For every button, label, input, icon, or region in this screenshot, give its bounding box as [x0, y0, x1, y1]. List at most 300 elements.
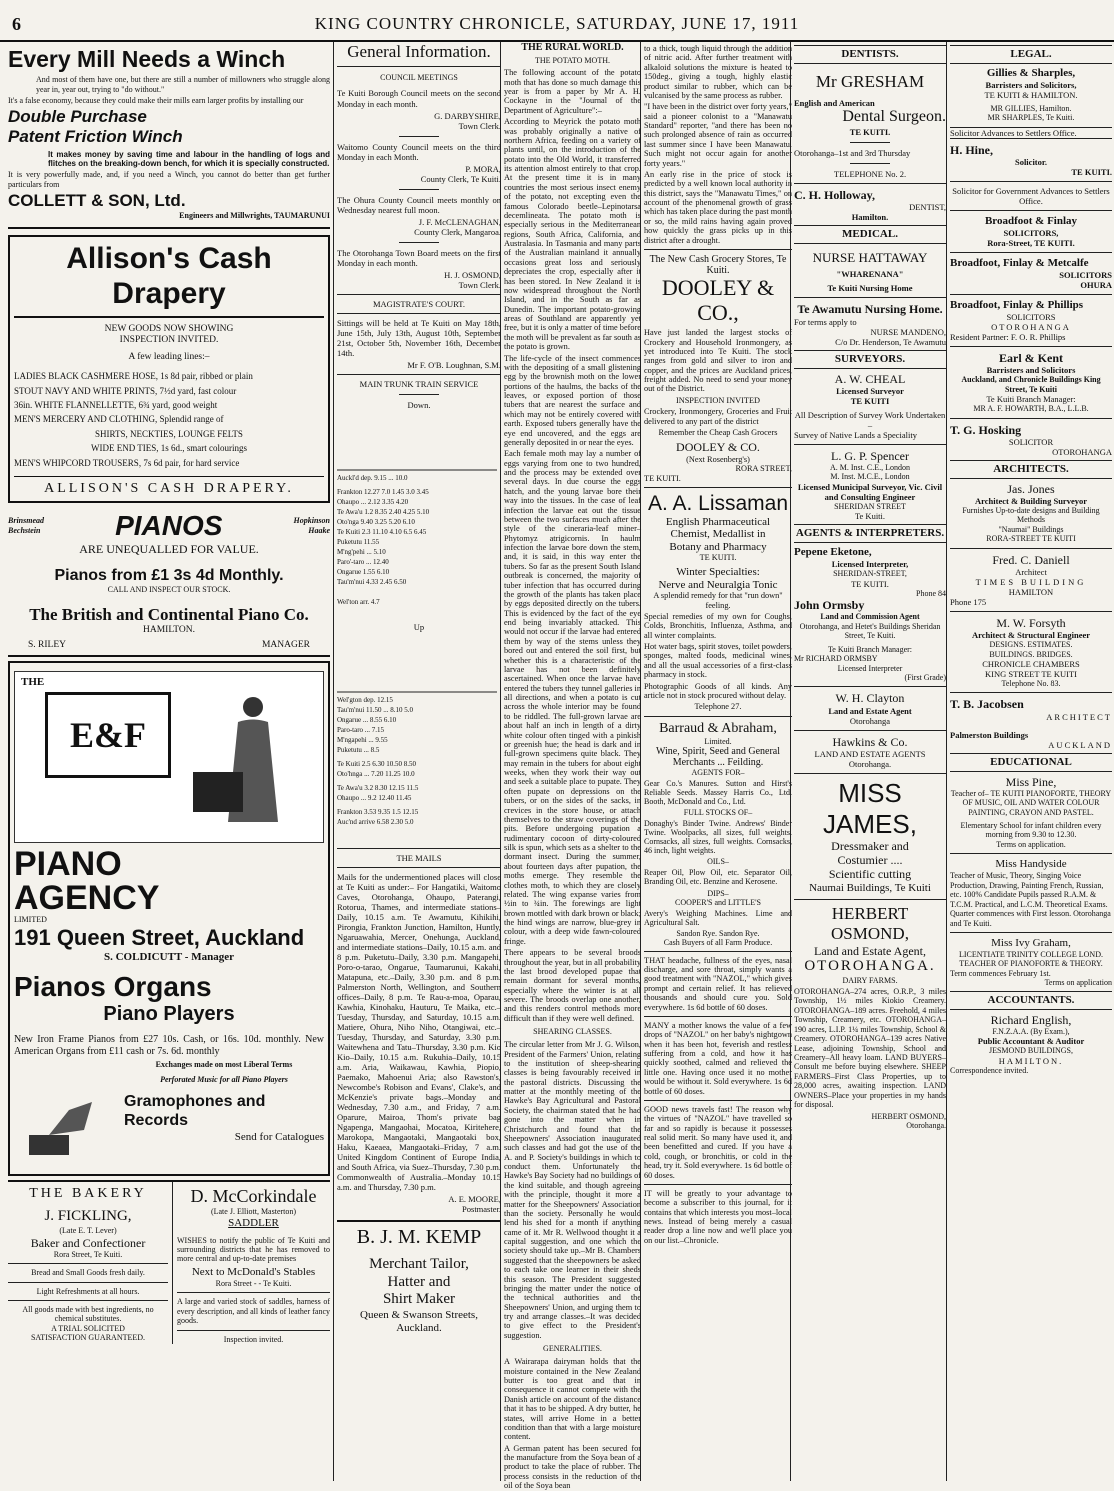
forsyth-bb: BUILDINGS. BRIDGES.	[989, 649, 1073, 659]
daniell-arch: Architect	[1015, 566, 1047, 577]
rural-p1: The following account of the potato moth that has done so much damage this year is from a paper by Mr A. H. Cockayne in the "Journal of the Department of Agriculture":–	[504, 68, 641, 115]
lissaman-photo: Photographic Goods of all kinds. Any article not in stock procured without delay.	[644, 681, 792, 700]
holloway-dentist: DENTIST,	[909, 202, 946, 213]
svg-text:Ongarue ... 8.55 6.10: Ongarue ... 8.55 6.10	[337, 715, 397, 724]
bakery-ad	[8, 1182, 173, 1344]
cheal-ls: Licensed Surveyor	[836, 385, 904, 396]
barraud-ol: Reaper Oil, Plow Oil, etc. Separator Oil, Branding Oil, etc. Benzine and Kerosene.	[644, 868, 792, 887]
rural-p2: According to Meyrick the potato moth was probably originally a native of northern Africa, feeding on a variety of plants until, on the introduction of the potato into the Old World, it transferred its attention almost entirely to that crop. At the present time it is in many countries the most serious insect enemy of the potato, not excepting even the famous Colorado beetle–Lepinotarsa decemlineata. The potato moth is especially serious in the Mediterranean regions, South Africa, California, and Australasia. In Tasmania and many parts of the Australian mainland it annually occasions great loss and seriously depreciates the crop, especially after it has been stored. In New Zealand it is now widespread throughout the North Island, and in the South as far as Dunedin. The important potato-growing areas of Southland are apparently yet free, but it is only a matter of time before the moth will be prevalent as far south as the potato is grown.	[504, 117, 641, 352]
ormsby-richard: Mr RICHARD ORMSBY	[794, 654, 878, 664]
ek-bas: Barristers and Solicitors	[986, 365, 1076, 376]
subscribe-ad: IT will be greatly to your advantage to become a subscriber to this journal, for it contains that which interests you most–local news. Instead of being merely a casual reader drop a line now and we'll place you on our list.–Chronicle.	[644, 1188, 792, 1245]
lissaman-tekuiti: TE KUITI.	[699, 552, 737, 562]
allison-ad	[8, 235, 330, 504]
bakery-name: J. FICKLING,	[44, 1208, 132, 1225]
awamutu-nursing: Te Awamutu Nursing Home.	[797, 302, 943, 317]
lissaman-tel: Telephone 27.	[694, 702, 742, 712]
lissaman-winter: Winter Specialties:	[676, 566, 760, 579]
mccork-text-1: WISHES to notify the public of Te Kuiti and surrounding districts that he has removed to more central and up-to-date premises	[177, 1235, 330, 1264]
awamutu-nurse: NURSE MANDENO,	[870, 326, 946, 337]
gresham-ds: Dental Surgeon.	[842, 108, 946, 126]
spencer-tekuiti: Te Kuiti.	[854, 511, 886, 522]
handyside-text: Teacher of Music, Theory, Singing Voice Production, Drawing, Painting French, Russian, etc. 100% Candidate Pupils passed R.A.M. & T.C.M. Practical, and L.C.M. Theoretical Exams. Quarter commences with First lesson. Otorohanga and Te Kuiti.	[950, 871, 1111, 928]
council-meetings-head: COUNCIL MEETINGS	[380, 73, 458, 83]
rural-p8: A German patent has been secured for the manufacture from the Soya bean of a product to take the place of rubber. The process consists in the reduction of the oil of the Soya bean	[504, 1443, 641, 1491]
pepene-name: Pepene Eketone,	[794, 546, 872, 559]
bakery-addr: Rora Street, Te Kuiti.	[53, 1249, 123, 1259]
barraud-name: Barraud & Abraham,	[659, 720, 777, 736]
gresham-tel: TELEPHONE No. 2.	[833, 168, 907, 179]
brand-haake: Haake	[308, 525, 330, 535]
kemp-l1: Merchant Tailor,	[369, 1256, 469, 1273]
masthead	[0, 0, 1114, 42]
hine-gov: Solicitor for Government Advances to Settlers Office.	[952, 186, 1110, 207]
allison-footer: ALLISON'S CASH DRAPERY.	[14, 476, 324, 498]
spencer-name: L. G. P. Spencer	[831, 448, 909, 463]
osmond-farms: OTOROHANGA–274 acres, O.R.P., 3 miles Township, 1½ miles Kiokio Creamery. OTOROHANGA–189 acres. Freehold, 4 miles Township, Creamery, etc. OTOROHANGA–190 acres, L.I.P. 1¼ miles Township, School & Creamery. OTOROHANGA–139 acres Native Lease, adjoining Township, School and Creamery–All heavy loam. LAND BUYERS–Consult me before buying elsewhere. SHEEP FARMERS–First Class Properties, up to 28,000 acres, awaiting inspection. LAND OWNERS–Place your properties in my hands for disposal.	[794, 986, 946, 1110]
architects-head: ARCHITECTS.	[950, 460, 1112, 479]
agency-catalogues: Send for Catalogues	[234, 1130, 324, 1143]
ek-name: Earl & Kent	[999, 351, 1063, 366]
ormsby-li: Licensed Interpreter	[837, 663, 903, 673]
gresham-tekuiti: TE KUITI.	[849, 126, 891, 137]
dooley-next: (Next Rosenberg's)	[686, 454, 750, 464]
nurse-wharenana: "WHARENANA"	[836, 269, 904, 280]
gresham-oto: Otorohanga–1st and 3rd Thursday	[794, 147, 911, 158]
english-name: Richard English,	[990, 1012, 1072, 1027]
pianos-call: CALL AND INSPECT OUR STOCK.	[107, 585, 231, 595]
mccork-next: Next to McDonald's Stables	[191, 1265, 316, 1278]
column-4	[640, 42, 792, 1481]
agency-piano: PIANO	[14, 845, 122, 884]
osmond-dairy: DAIRY FARMS.	[842, 975, 898, 985]
svg-text:Ongarue 1.55 6.10: Ongarue 1.55 6.10	[337, 567, 390, 576]
ivy-terms: Terms on application	[1044, 978, 1112, 988]
svg-text:Auc'nd arrive 6.58 2.30 5.0: Auc'nd arrive 6.58 2.30 5.0	[337, 817, 414, 826]
english-pa: Public Accountant & Auditor	[977, 1036, 1085, 1047]
holloway-name: C. H. Holloway,	[794, 187, 876, 202]
gillies-tkh: TE KUITI & HAMILTON.	[984, 89, 1078, 100]
column-6	[946, 42, 1112, 1481]
jacobsen-pb: Palmerston Buildings	[950, 729, 1029, 740]
gillies-bs: Barristers and Solicitors,	[985, 79, 1077, 90]
agency-manager: S. COLDICUTT - Manager	[104, 950, 234, 963]
nazol-2: MANY a mother knows the value of a few drops of "NAZOL" on her baby's nightgown when it has been hot, feverish and restless suffering from a cold, and how it has quickly soothed, calmed and relieved the little one. Having once used it no mother would be without it. Sold everywhere. 1s 6d bottle of 60 doses.	[644, 1020, 792, 1096]
daniell-times: TIMES BUILDING	[975, 576, 1087, 587]
svg-text:Oto'nga 9.40 3.25 5.20 6.10: Oto'nga 9.40 3.25 5.20 6.10	[337, 517, 415, 526]
bfp-partner: Resident Partner: F. O. R. Phillips	[950, 332, 1066, 343]
kemp-l2: Hatter and	[387, 1273, 451, 1290]
pine-terms: Terms on application.	[996, 839, 1066, 849]
jones-name: Jas. Jones	[1007, 481, 1055, 496]
pianos-firm: The British and Continental Piano Co.	[29, 604, 309, 624]
hosking-oto: OTOROHANGA	[1052, 446, 1112, 457]
gresham-ea: English and American	[794, 98, 875, 109]
holloway-hamilton: Hamilton.	[851, 212, 889, 223]
kemp-ad	[337, 1220, 501, 1335]
grocery-head: The New Cash Grocery Stores, Te Kuiti.	[649, 253, 787, 277]
svg-text:Tau'm'nui 4.33 2.45 6.50: Tau'm'nui 4.33 2.45 6.50	[337, 577, 407, 586]
bottom-ads-row	[8, 1180, 330, 1344]
train-table-up	[337, 632, 497, 842]
agency-address: 191 Queen Street, Auckland	[14, 924, 305, 950]
jones-rs: RORA-STREET TE KUITI	[986, 534, 1076, 544]
page-title: KING COUNTRY CHRONICLE, SATURDAY, JUNE 17, 1911	[314, 14, 800, 33]
cheal-desc: All Description of Survey Work Undertaken –	[794, 409, 946, 430]
c4-p3: An early rise in the price of stock is predicted by a well known local authority in this district, says the "Manawatu Times," on account of the phenomenal growth of grass which has taken place during the past month or so, the mild rains having again proved how quickly the grass picks up in this district after a drought.	[644, 169, 792, 245]
svg-text:Te Kuiti 2.5 6.30 10.50 8.50: Te Kuiti 2.5 6.30 10.50 8.50	[337, 759, 417, 768]
osmond-otorohanga: Otorohanga.	[906, 1121, 946, 1131]
mccork-late: (Late J. Elliott, Masterton)	[210, 1207, 297, 1217]
train-down: Down.	[407, 399, 431, 410]
james-sci: Scientific cutting	[828, 867, 912, 882]
winch-sub-1: Double Purchase	[8, 107, 147, 127]
osmond-name: HERBERT OSMOND,	[831, 903, 909, 943]
svg-text:Te Awa'u 3.2 8.30 12.15 11.5: Te Awa'u 3.2 8.30 12.15 11.5	[337, 783, 419, 792]
svg-text:Puketutu 11.55: Puketutu 11.55	[337, 537, 380, 546]
agency-pianos-organs: Pianos Organs	[14, 970, 212, 1002]
bfm-sols: SOLICITORS	[1059, 270, 1112, 281]
barraud-agents: AGENTS FOR–	[691, 768, 745, 778]
svg-text:Frankton 12.27 7.0 1.45 3.0 3.: Frankton 12.27 7.0 1.45 3.0 3.45	[337, 487, 429, 496]
forsyth-ks: KING STREET TE KUITI	[985, 668, 1077, 679]
lissaman-name: A. A. Lissaman	[647, 491, 789, 515]
barraud-oils: OILS–	[707, 857, 729, 867]
james-naumai: Naumai Buildings, Te Kuiti	[809, 881, 931, 894]
agency-agency: AGENCY	[14, 879, 160, 918]
gi-sig-1-title: Town Clerk.	[458, 120, 501, 131]
agency-music: Perforated Music for all Piano Players	[160, 1075, 288, 1085]
pianist-figure-icon	[193, 682, 303, 832]
gi-text-2: Waitomo County Council meets on the third Monday in each Month.	[337, 141, 501, 162]
svg-text:Tau'm'nui 11.50 ... 8.10 5.0: Tau'm'nui 11.50 ... 8.10 5.0	[337, 705, 414, 714]
gi-text-5: Sittings will be held at Te Kuiti on May 18th, June 15th, July 13th, August 10th, September 21st, October 5th, November 16th, December 14th.	[337, 317, 501, 358]
kemp-l3: Shirt Maker	[382, 1291, 456, 1308]
gi-sig-2: P. MORA,	[465, 163, 501, 174]
english-fnz: F.N.Z.A.A. (By Exam.),	[992, 1026, 1070, 1036]
educational-head: EDUCATIONAL	[950, 753, 1112, 772]
nazol-3: GOOD news travels fast! The reason why the virtues of "NAZOL" have travelled so far and so rapidly is because it possesses real solid merit. So many have used it, and been benefitted and cured. If you have a cold, cough, or bronchitis, or cold in the head, try it. Sold everywhere. 1s 6d bottle of 60 doses.	[644, 1104, 792, 1180]
ivy-teacher: TEACHER OF PIANOFORTE & THEORY.	[959, 959, 1103, 969]
winch-headline: Every Mill Needs a Winch	[8, 46, 286, 72]
english-ham: HAMILTON.	[998, 1055, 1064, 1066]
gillies-ms: MR SHARPLES, Te Kuiti.	[987, 113, 1075, 123]
hawkins-name: Hawkins & Co.	[832, 734, 908, 749]
svg-text:Te Kuiti 2.3 11.10 4.10 6.5 6.: Te Kuiti 2.3 11.10 4.10 6.5 6.45	[337, 527, 427, 536]
hine-name: H. Hine,	[950, 142, 994, 157]
agency-piano-players: Piano Players	[103, 1002, 235, 1025]
gillies-mg: MR GILLIES, Hamilton.	[990, 103, 1072, 113]
agency-exchanges: Exchanges made on most Liberal Terms	[155, 1059, 293, 1069]
winch-text-2: It's a false economy, because they could make their mills earn larger profits by installing our	[8, 96, 304, 105]
gi-sig-4: H. J. OSMOND,	[444, 269, 501, 280]
svg-text:Ohaupo ... 2.12 3.35 4.20: Ohaupo ... 2.12 3.35 4.20	[337, 497, 409, 506]
rural-sub: THE POTATO MOTH.	[535, 56, 610, 66]
bf-name: Broadfoot & Finlay	[984, 215, 1078, 228]
dooley-rora: RORA STREET,	[735, 464, 792, 474]
legal-head: LEGAL.	[950, 45, 1112, 64]
pianos-monthly: Pianos from £1 3s 4d Monthly.	[54, 566, 284, 584]
column-2	[333, 42, 501, 1481]
bakery-ingredients: All goods made with best ingredients, no chemical substitutes.	[22, 1305, 154, 1324]
gillies-sol: Solicitor Advances to Settlers Office.	[950, 127, 1112, 139]
allison-l3: A few leading lines:–	[128, 351, 210, 362]
list-item: MEN'S MERCERY AND CLOTHING, Splendid range of	[14, 414, 224, 425]
barraud-ag: Gear Co.'s Manures. Sutton and Hirst's Reliable Seeds. Massey Harris Co., Ltd. Booth, McDonald and Co., Ltd.	[644, 779, 792, 807]
ormsby-grade: (First Grade)	[904, 673, 946, 683]
svg-text:Wel'ton arr. 4.7: Wel'ton arr. 4.7	[337, 597, 380, 606]
cheal-native: Survey of Native Lands a Speciality	[794, 429, 917, 440]
mccork-text-2: A large and varied stock of saddles, harness of every description, and all kinds of leather fancy goods.	[177, 1297, 330, 1326]
hine-tekuiti: TE KUITI.	[1071, 167, 1112, 178]
winch-sub-2: Patent Friction Winch	[8, 127, 183, 147]
james-cost: Costumier ....	[837, 853, 903, 868]
winch-text-4: It is very powerfully made, and, if you need a Winch, you cannot do better than get further particulars from	[8, 170, 330, 189]
gi-sig-3-title: County Clerk, Mangaroa.	[414, 226, 501, 237]
dooley-name: DOOLEY & CO.,	[661, 275, 775, 326]
list-item: SHIRTS, NECKTIES, LOUNGE FELTS	[95, 428, 243, 439]
barraud-wine: Wine, Spirit, Seed and General Merchants ... Feilding.	[655, 745, 780, 768]
nurse-name: NURSE HATTAWAY	[812, 250, 928, 266]
jones-naumai: "Naumai" Buildings	[998, 524, 1064, 534]
bf-rora: Rora-Street, TE KUITI.	[987, 238, 1075, 249]
pianos-town: HAMILTON.	[143, 624, 195, 635]
dooley-tekuiti: TE KUITI.	[644, 473, 681, 483]
bakery-head: THE BAKERY	[29, 1185, 147, 1201]
spencer-sheridan: SHERIDAN STREET	[834, 501, 906, 511]
svg-text:Oto'hnga ... 7.20 11.25 10.0: Oto'hnga ... 7.20 11.25 10.0	[337, 769, 415, 778]
gi-sig-5: Mr F. O'B. Loughnan, S.M.	[407, 359, 501, 370]
clayton-oto: Otorohanga	[849, 715, 891, 726]
gresham-name: Mr GRESHAM	[815, 71, 925, 91]
hine-solicitor: Solicitor.	[1014, 157, 1048, 168]
english-ci: Correspondence invited.	[950, 1065, 1029, 1075]
column-1	[8, 42, 330, 1481]
dooley-insp: INSPECTION INVITED	[675, 395, 761, 405]
mails-text: Mails for the undermentioned places will close at Te Kuiti as under:– For Hangatiki, Waitomo Caves, Otorohanga, Ohaupo, Paterangi, Rotorua, Thames, and intermediate stations–Daily, 10.15 a.m. Te Awamutu, Kihikihi, Pirongia, Frankton Junction, Hamilton, Huntly, Ngaruawahia, Mercer, Onehunga, Auckland, and intermediate stations–Daily, 10.15 a.m. and 8 p.m. Puketutu–Daily, 3.30 p.m. Mangapehi, Poro-o-tarao, Ongarue, Taumarunui, Kakahi, Matapuna, etc.–Daily, 3.30 p.m. and 8 p.m. Palmerston North, Wellington, and Southern offices–Daily, 8 p.m. Te Rau-a-moa, Oparau, Kawhia, Kinohaku, Hauturu, Te Maika, etc.–Tuesday, Thursday, and Saturday, 10.15 a.m. Matiere, Ohura, Niho Niho, Otangiwai, etc.–Tuesday, Thursday, and Saturday, 3.30 p.m. Waitewhena and Tatu–Thursday, 3.30 p.m. Kio Kio–Daily, 10.15 a.m. Rukuhia–Daily, 10.15 a.m. Aria, Waikawau, Kawhia, Piopio, Paemako, Mahoenui Aria; also Rawston's, Newcombe's Robison and Evans', Clake's, and McKenzie's private bags.–Monday and Wednesday, 7.30 a.m., and Friday, 7 a.m. Oparure, Mairoa, Thom's private bag Ngapenga, Mangaohai, Mocatoa, Kiritehere, Marokopa, Mangaotaki, Mangaotaki box, Haku, Kaeaea, Mangaotaki–Friday, 7 a.m. United Kingdom Continent of Europe India, and South Africa, via Suez–Thursday, 7.30 p.m. Commonwealth of Australia.–Monday 10.15 a.m. and Thursday, 7.30 p.m.	[337, 871, 501, 1193]
piano-agency-illustration	[14, 671, 324, 843]
mails-head: THE MAILS	[396, 852, 442, 863]
nazol-1: THAT headache, fullness of the eyes, nasal discharge, and sore throat, simply wants a good treatment with "NAZOL," which gives prompt and certain relief. It has relieved thousands and should cure you. Sold everywhere. 1s 6d bottle of 60 doses.	[644, 955, 792, 1012]
list-item: STOUT NAVY AND WHITE PRINTS, 7½d yard, fast colour	[14, 385, 237, 396]
forsyth-name: M. W. Forsyth	[996, 615, 1066, 630]
column-3	[500, 42, 641, 1491]
barraud-ltd: Limited.	[704, 736, 732, 746]
osmond-oto: OTOROHANGA.	[804, 957, 936, 974]
hawkins-oto: Otorohanga.	[848, 758, 892, 769]
rural-head: THE RURAL WORLD.	[521, 42, 624, 53]
lissaman-remedy: A splendid remedy for that "run down" feeling.	[653, 591, 783, 610]
gi-text-1: Te Kuiti Borough Council meets on the second Monday in each month.	[337, 88, 501, 109]
english-jb: JESMOND BUILDINGS,	[988, 1046, 1073, 1056]
ek-howarth: MR A. F. HOWARTH, B.A., L.L.B.	[973, 404, 1089, 414]
lissaman-hot: Hot water bags, spirit stoves, toilet powders, sponges, malted foods, medicinal wines, and all the usual accessories of a first-class pharmacy in stock.	[644, 642, 792, 680]
kemp-l4: Queen & Swanson Streets,	[360, 1309, 478, 1322]
winch-ad	[8, 42, 330, 229]
pepene-street: SHERIDAN-STREET,	[833, 569, 907, 579]
svg-text:Frankton 3.53 9.35 1.5 12.15: Frankton 3.53 9.35 1.5 12.15	[337, 807, 419, 816]
awamutu-co: C/o Dr. Henderson, Te Awamutu	[835, 336, 946, 347]
shearing-head: SHEARING CLASSES.	[533, 1027, 612, 1037]
rural-p7: A Wairarapa dairyman holds that the moisture contained in the New Zealand butter is too great and that in consequence it cannot compete with the Danish article on account of the distance that it has to be shipped. A dry butter, he states, will arrive Home in a better condition than that with a large moisture content.	[504, 1357, 641, 1442]
jones-abs: Architect & Building Surveyor	[975, 495, 1087, 506]
list-item: LADIES BLACK CASHMERE HOSE, 1s 8d pair, ribbed or plain	[14, 371, 253, 382]
spencer-mi: M. Inst. M.C.E., London	[830, 472, 910, 482]
magistrate-head: MAGISTRATE'S COURT.	[372, 298, 465, 309]
rural-p3: The life-cycle of the insect commences with the depositing of a small glistening egg by the brownish moth on the lower portions of the haulms, the backs of the leaves, or exposed portion of those tubers that are nearest the surface and which may not be entirely covered with earth. Exposed tubers generally have the eye end uncovered, and the eggs are generally deposited in or near the eyes.	[504, 353, 641, 447]
mccork-name: D. McCorkindale	[190, 1185, 317, 1206]
barraud-av: Avery's Weighing Machines. Lime and Agricultural Salt.	[644, 908, 792, 927]
train-up: Up	[413, 621, 425, 632]
surveyors-head: SURVEYORS.	[794, 350, 946, 369]
gi-text-4: The Otorohanga Town Board meets on the first Monday in each month.	[337, 247, 501, 268]
spencer-am: A. M. Inst. C.E., London	[830, 463, 910, 473]
svg-text:Auckl'd dep. 9.15 ... 10.0: Auckl'd dep. 9.15 ... 10.0	[337, 473, 408, 482]
clayton-lea: Land and Estate Agent	[828, 705, 912, 716]
pepene-li: Licensed Interpreter,	[831, 559, 909, 570]
pianos-manager-name: S. RILEY	[28, 640, 66, 651]
gi-text-3: The Ohura County Council meets monthly on Wednesday nearest full moon.	[337, 194, 501, 215]
forsyth-cc: CHRONICLE CHAMBERS	[982, 658, 1080, 669]
generalities-head: GENERALITIES.	[543, 1344, 602, 1354]
gi-sig-4-title: Town Clerk.	[458, 279, 501, 290]
accountants-head: ACCOUNTANTS.	[950, 991, 1112, 1010]
gramophone-icon	[24, 1100, 94, 1160]
train-table-down	[337, 410, 497, 620]
mccork-rora: Rora Street - - Te Kuiti.	[215, 1278, 292, 1288]
pepene-tekuiti: TE KUITI.	[851, 578, 889, 589]
nurse-home: Te Kuiti Nursing Home	[827, 283, 913, 294]
bakery-satisfaction: SATISFACTION GUARANTEED.	[30, 1333, 146, 1343]
barraud-cl: COOPER'S and LITTLE'S	[675, 897, 761, 907]
pine-teach: Teacher of– TE KUITI PIANOFORTE, THEORY OF MUSIC, OIL AND WATER COLOUR PAINTING, CRAYON AND PASTEL.	[950, 788, 1112, 817]
c4-p1: to a thick, tough liquid through the addition of nitric acid. After further treatment with alkaloid solutions the mixture is heated to 150deg., giving a tough, highly elastic product similar to rubber, which can be vulcanised by the same process as rubber.	[644, 44, 792, 100]
allison-l1: NEW GOODS NOW SHOWING	[104, 323, 234, 334]
daniell-ham: HAMILTON	[1008, 586, 1054, 597]
pine-name: Miss Pine,	[1005, 774, 1057, 789]
pine-elem: Elementary School for infant children every morning from 9.30 to 12.30.	[960, 821, 1102, 840]
jacobsen-auck: AUCKLAND	[1048, 739, 1112, 750]
mccork-inspection: Inspection invited.	[223, 1334, 284, 1344]
allison-headline: Allison's Cash Drapery	[14, 241, 324, 318]
osmond-herbert: HERBERT OSMOND,	[871, 1111, 946, 1121]
james-name: MISS JAMES,	[823, 777, 917, 839]
lissaman-special: Special remedies of my own for Coughs, Colds, Bronchitis, Influenza, Asthma, and all winter complaints.	[644, 611, 792, 640]
ivy-term: Term commences February 1st.	[950, 968, 1051, 978]
ormsby-branch: Te Kuiti Branch Manager:	[827, 644, 913, 654]
lissaman-bot: Botany and Pharmacy	[669, 540, 767, 553]
brand-hopkinson: Hopkinson	[293, 516, 330, 526]
dooley-remember: Remember the Cheap Cash Grocers	[658, 427, 778, 437]
bfp-oto: OTOROHANGA	[991, 322, 1071, 333]
barraud-sr: Sandon Rye. Sandon Rye.	[676, 928, 760, 938]
forsyth-ase: Architect & Structural Engineer	[971, 630, 1091, 641]
general-info-headline: General Information.	[347, 42, 491, 61]
svg-text:Te Awa'u 1.2 8.35 2.40 4.25 5.: Te Awa'u 1.2 8.35 2.40 4.25 5.10	[337, 507, 430, 516]
winch-text-3: It makes money by saving time and labour in the handling of logs and flitches on the breaking-down bench, for which it is specially constructed.	[48, 149, 330, 168]
bakery-light: Light Refreshments at all hours.	[36, 1286, 140, 1296]
hosking-name: T. G. Hosking	[950, 422, 1022, 437]
barraud-full: FULL STOCKS OF–	[683, 808, 753, 818]
mails-sig: A. E. MOORE,	[448, 1194, 501, 1205]
brand-brinsmead: Brinsmead	[8, 516, 45, 526]
train-head: MAIN TRUNK TRAIN SERVICE	[359, 378, 479, 389]
bfm-ohura: OHURA	[1080, 280, 1112, 291]
dooley-crockery: Crockery, Ironmongery, Groceries and Fruit delivered to any part of the district	[644, 407, 792, 426]
jacobsen-arch: ARCHITECT	[1046, 711, 1112, 722]
c4-p2: "I have been in the district over forty years," said a pioneer colonist to a "Manawatu Standard" reporter, "and there has been no such prolonged absence of rain as occurred last summer since I have been Manawatu. Such might not occur again for another forty years."	[644, 102, 792, 168]
ormsby-name: John Ormsby	[794, 598, 865, 613]
forsyth-tel: Telephone No. 83.	[1001, 678, 1061, 688]
hosking-solicitor: SOLICITOR	[1008, 436, 1054, 447]
bfm-name: Broadfoot, Finlay & Metcalfe	[950, 257, 1089, 270]
spencer-lms: Licensed Municipal Surveyor, Vic. Civil and Consulting Engineer	[797, 481, 943, 502]
ef-logo: E&F	[45, 692, 171, 778]
column-5	[790, 42, 946, 1481]
bakery-trial: A TRIAL SOLICITED	[51, 1323, 125, 1333]
ivy-name: Miss Ivy Graham,	[991, 936, 1071, 949]
bfp-name: Broadfoot, Finlay & Phillips	[950, 299, 1084, 312]
kemp-l5: Auckland.	[396, 1322, 442, 1335]
gi-sig-1: G. DARBYSHIRE,	[434, 110, 501, 121]
agents-head: AGENTS & INTERPRETERS.	[794, 524, 946, 543]
ivy-lic: LICENTIATE TRINITY COLLEGE LOND.	[959, 949, 1103, 959]
james-dress: Dressmaker and	[831, 839, 909, 854]
page-number: 6	[12, 14, 21, 34]
svg-text:M'ngapehi ... 9.55: M'ngapehi ... 9.55	[337, 735, 388, 744]
svg-text:M'ng'pehi ... 5.10: M'ng'pehi ... 5.10	[337, 547, 386, 556]
barraud-fs: Donaghy's Binder Twine. Andrews' Binder Twine. Woolpacks, all sizes, full weights. Cornsacks, all sizes, full weights. Cornsacks, 46 inch, light weights.	[644, 819, 792, 856]
kemp-name: B. J. M. KEMP	[356, 1226, 482, 1249]
allison-l2: INSPECTION INVITED.	[119, 334, 219, 345]
allison-items	[14, 369, 324, 470]
bakery-trade: Baker and Confectioner	[30, 1235, 146, 1250]
gi-sig-2-title: County Clerk, Te Kuiti.	[420, 173, 501, 184]
winch-firm: COLLETT & SON, Ltd.	[8, 191, 186, 211]
cheal-tekuiti: TE KUITI	[850, 395, 890, 406]
pianos-manager-title: MANAGER	[261, 640, 310, 651]
jones-fud: Furnishes Up-to-date designs and Building Methods	[962, 505, 1100, 525]
ek-ac: Auckland, and Chronicle Buildings King Street, Te Kuiti	[961, 375, 1101, 394]
handyside-name: Miss Handyside	[995, 858, 1067, 871]
rural-p4: Each female moth may lay a number of eggs varying from one to two hundred, and the process may be extended over several days. In due course the eggs hatch, and the young larvae bore their way into the tissues. In the case of leaf infection the larvae eat out the tissue between the two surfaces much after the style of the cineraria-leaf miner–Phytomyz atrigicornis. In haulm infection the larvae bore down the stem, and, it is said, in this way enter the tubers. So far as the present South Island outbreak is concerned, the majority of tuber infection that has occurred during the growth of the plants has taken place by eggs deposited directly on the tubers. This is evidenced by the fact of the eye end being invariably attacked. This would not occur if the larvae had entered them by way of the stems unless they bored out and entered the soil first, but whether this is a characteristic of the larvae has not been definitely ascertained. When once the larvae have entered the tubers they tunnel galleries in all directions, and when a potato is cut across the whole interior may be found to be riddled. The full-grown larvae are about half an inch in length of a dirty white colour often tinged with a pinkish or greenish hue; the head is dark and in full-grown specimens quite black. They may remain in the tubers for about eight weeks, when they work their way out and seek a suitable place to pupate. They often pupate on depressions on the tubers, or on the sides of the sacks, in crevices in the store house, or attach themselves to the straw coverings of the pits. Before undergoing pupation a rudimentary cocoon of dirty-coloured silk is spun, which sets as a shelter to the dormant insect. During the summer, about fourteen days after pupation, the moths emerge. They resemble the clothes moth, to which they are closely related. The wing expanse varies from ½in to ¾in. The forewings are light brown mottled with dark brown or black; the hind wings are narrow, blue-grey in colour, with a deep wide fawn-coloured fringe.	[504, 449, 641, 946]
barraud-cash: Cash Buyers of all Farm Produce.	[663, 937, 773, 947]
piano-agency-ad	[8, 661, 330, 1176]
lissaman-nerve: Nerve and Neuralgia Tonic	[658, 578, 778, 591]
svg-text:Ohaupo ... 9.2 12.40 11.45: Ohaupo ... 9.2 12.40 11.45	[337, 793, 412, 802]
bf-sols: SOLICITORS,	[1003, 228, 1059, 239]
clayton-name: W. H. Clayton	[835, 691, 905, 706]
svg-text:Paro'-taro ... 12.40: Paro'-taro ... 12.40	[337, 557, 389, 566]
bakery-late: (Late E. T. Lever)	[59, 1226, 117, 1236]
pianos-headline: PIANOS	[115, 510, 223, 542]
hawkins-lea: LAND AND ESTATE AGENTS	[814, 748, 926, 759]
mccorkindale-ad	[173, 1182, 330, 1344]
dentists-head: DENTISTS.	[794, 45, 946, 64]
list-item: 36in. WHITE FLANNELLETTE, 6¾ yard, good weight	[14, 399, 218, 410]
daniell-phone: Phone 175	[950, 596, 987, 607]
forsyth-de: DESIGNS. ESTIMATES.	[989, 640, 1073, 650]
awamutu-terms: For terms apply to	[794, 316, 857, 327]
osmond-lesa: Land and Estate Agent,	[814, 943, 926, 958]
rural-p5: There appears to be several broods throughout the year, but in all probability the last brood developed pupae that remain dormant for several months, especially where the winter is at all severe. The broods overlap one another, and this renders control methods more difficult than if they were well defined.	[504, 948, 641, 1023]
bakery-bread: Bread and Small Goods fresh daily.	[31, 1268, 145, 1278]
dooley-name-2: DOOLEY & CO.	[676, 440, 760, 455]
lissaman-ep: English Pharmaceutical	[665, 515, 771, 528]
agency-text: New Iron Frame Pianos from £27 10s. Cash, or 16s. 10d. monthly. New American Organs from £11 cash or 7s. 6d. monthly	[14, 1034, 324, 1058]
svg-text:Puketutu ... 8.5: Puketutu ... 8.5	[337, 745, 380, 754]
barraud-dips: DIPS–	[707, 888, 729, 898]
